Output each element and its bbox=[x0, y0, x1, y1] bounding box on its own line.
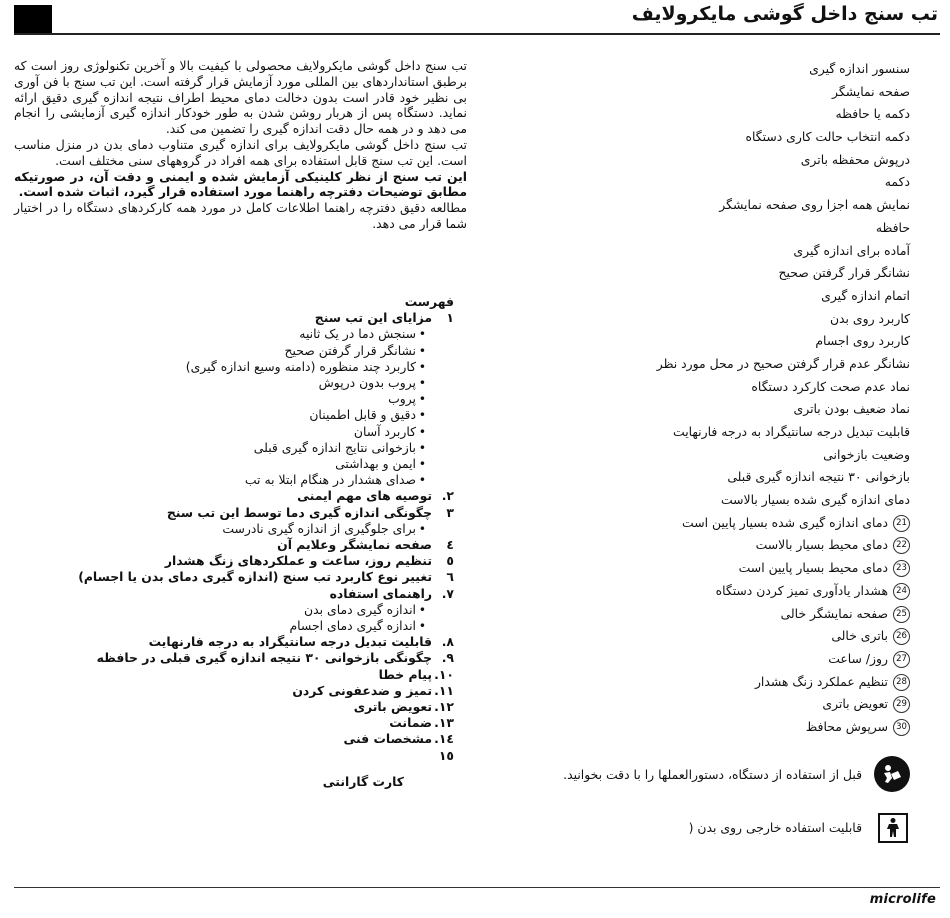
legend-item bbox=[490, 580, 910, 603]
legend-item bbox=[490, 262, 910, 285]
legend-item bbox=[490, 330, 910, 353]
legend-item bbox=[490, 398, 910, 421]
bullet-icon: • bbox=[418, 601, 426, 617]
toc-subitem bbox=[30, 407, 454, 423]
legend-item-label: صفحه نمایشگر خالی bbox=[780, 605, 888, 621]
legend-number-badge: 25 bbox=[893, 606, 910, 623]
toc-subitem-label: کاربرد چند منظوره (دامنه وسیع اندازه گیری) bbox=[185, 358, 416, 374]
bullet-icon: • bbox=[418, 456, 426, 472]
intro-paragraph: تب سنج داخل گوشی مایکرولایف برای اندازه گیری متناوب دمای بدن در منزل مناسب است. این تب سنج قابل استفاده برای همه افراد در گروههای سنی مختلف است. bbox=[14, 136, 467, 168]
legend-item bbox=[490, 353, 910, 376]
toc-subitem bbox=[30, 343, 454, 359]
toc-chapter-label: چگونگی اندازه گیری دما توسط این تب سنج bbox=[166, 504, 432, 520]
toc-chapter-label: صفحه نمایشگر وعلایم آن bbox=[277, 537, 432, 553]
toc-heading: فهرست bbox=[404, 294, 454, 309]
bullet-icon: • bbox=[418, 326, 426, 342]
legend-item bbox=[490, 671, 910, 694]
toc-subitem-label: نشانگر قرار گرفتن صحیح bbox=[284, 342, 416, 358]
toc-chapter bbox=[30, 569, 454, 585]
toc-subitem-label: اندازه گیری دمای بدن bbox=[304, 601, 416, 617]
toc-chapter-number: ۹. bbox=[441, 650, 454, 666]
toc-chapter-number: ۱۲. bbox=[434, 699, 454, 715]
legend-item-label: اتمام اندازه گیری bbox=[821, 287, 910, 303]
legend-item bbox=[490, 489, 910, 512]
legend-item-label: درپوش محفظه باتری bbox=[800, 151, 910, 167]
toc-chapter bbox=[30, 310, 454, 326]
toc-chapter-number: ۲. bbox=[441, 488, 454, 504]
toc-chapter bbox=[30, 537, 454, 553]
legend-item bbox=[490, 557, 910, 580]
toc-chapter bbox=[30, 586, 454, 602]
book-person-icon bbox=[874, 756, 910, 792]
toc-subitem bbox=[30, 326, 454, 342]
toc-chapter-label: چگونگی بازخوانی ۳۰ نتیجه اندازه گیری قبلی در حافظه bbox=[96, 650, 432, 666]
legend-item-label: تعویض باتری bbox=[822, 696, 888, 712]
intro-paragraph: این تب سنج از نظر کلینیکی آزمایش شده و ایمنی و دقت آن، در صورتیکه مطابق توضیحات دفترچه راهنما مورد استفاده قرار گیرد، اثبات شده است. bbox=[14, 168, 467, 200]
legend-item bbox=[490, 444, 910, 467]
legend-item bbox=[490, 625, 910, 648]
legend-item-label: نشانگر قرار گرفتن صحیح bbox=[778, 265, 910, 281]
toc-list bbox=[30, 310, 454, 764]
body-floating-note: قابلیت استفاده خارجی روی بدن ( bbox=[688, 820, 862, 835]
bullet-icon: • bbox=[418, 391, 426, 407]
toc-chapter-label: توصیه های مهم ایمنی bbox=[297, 488, 432, 504]
toc-chapter-label: راهنمای استفاده bbox=[329, 585, 432, 601]
legend-item-label: دکمه bbox=[884, 174, 910, 190]
toc-chapter-number: ۱۳. bbox=[434, 715, 454, 731]
toc-chapter-label: قابلیت تبدیل درجه سانتیگراد به درجه فارنهایت bbox=[148, 634, 432, 650]
bullet-icon: • bbox=[418, 358, 426, 374]
intro-text bbox=[14, 58, 467, 232]
toc-subitem-label: پروب bbox=[388, 391, 416, 407]
legend-item-label: نمایش همه اجزا روی صفحه نمایشگر bbox=[719, 197, 910, 213]
legend-item-label: باتری خالی bbox=[831, 628, 888, 644]
toc-chapter bbox=[30, 748, 454, 764]
toc-chapter-number: ۱٥ bbox=[438, 747, 454, 763]
legend-item bbox=[490, 149, 910, 172]
toc-chapter-number: ٥ bbox=[446, 553, 454, 569]
legend-item bbox=[490, 308, 910, 331]
brand-logo: microlife bbox=[869, 892, 936, 907]
toc-guarantee: کارت گارانتی bbox=[322, 773, 404, 789]
toc-chapter-number: ۱۰. bbox=[434, 666, 454, 682]
toc-subitem-label: ایمن و بهداشتی bbox=[335, 456, 416, 472]
toc-chapter bbox=[30, 667, 454, 683]
bullet-icon: • bbox=[418, 472, 426, 488]
legend-item-label: هشدار یادآوری تمیز کردن دستگاه bbox=[715, 582, 888, 598]
legend-item bbox=[490, 217, 910, 240]
legend-item-label: روز/ ساعت bbox=[828, 650, 888, 666]
bullet-icon: • bbox=[418, 375, 426, 391]
legend-item-label: سنسور اندازه گیری bbox=[809, 61, 910, 76]
legend-item-label: بازخوانی ۳۰ نتیجه اندازه گیری قبلی bbox=[727, 469, 910, 485]
legend-number-badge: 22 bbox=[893, 537, 910, 554]
legend-item-label: دمای محیط بسیار بالاست bbox=[755, 537, 888, 553]
legend-item bbox=[490, 126, 910, 149]
legend-item bbox=[490, 58, 910, 81]
legend-number-badge: 23 bbox=[893, 560, 910, 577]
toc-subitem bbox=[30, 472, 454, 488]
toc-subitem-label: بازخوانی نتایج اندازه گیری قبلی bbox=[253, 439, 416, 455]
bullet-icon: • bbox=[418, 342, 426, 358]
toc-chapter bbox=[30, 715, 454, 731]
legend-item bbox=[490, 603, 910, 626]
toc-subitem-label: اندازه گیری دمای اجسام bbox=[289, 618, 416, 634]
toc-subitem bbox=[30, 424, 454, 440]
legend-item-label: نشانگر عدم قرار گرفتن صحیح در محل مورد نظر bbox=[656, 355, 910, 371]
legend-item bbox=[490, 171, 910, 194]
legend-item bbox=[490, 466, 910, 489]
legend-item bbox=[490, 240, 910, 263]
legend-item bbox=[490, 534, 910, 557]
legend-number-badge: 29 bbox=[893, 696, 910, 713]
toc-subitem bbox=[30, 359, 454, 375]
legend-item bbox=[490, 421, 910, 444]
toc-chapter-label: تعویض باتری bbox=[353, 699, 432, 715]
legend-item bbox=[490, 194, 910, 217]
toc-subitem-label: سنجش دما در یک ثانیه bbox=[299, 326, 416, 342]
toc-subitem bbox=[30, 456, 454, 472]
toc-subitem-label: پروب بدون درپوش bbox=[318, 375, 416, 391]
bullet-icon: • bbox=[418, 439, 426, 455]
read-manual-note: قبل از استفاده از دستگاه، دستورالعملها را با دقت بخوانید. bbox=[563, 767, 862, 782]
toc-chapter-label: مزایای این تب سنج bbox=[314, 310, 432, 326]
legend-number-badge: 28 bbox=[893, 674, 910, 691]
toc-chapter bbox=[30, 488, 454, 504]
legend-item bbox=[490, 285, 910, 308]
toc-chapter-label: تنظیم روز، ساعت و عملکردهای زنگ هشدار bbox=[164, 553, 432, 569]
toc-subitem bbox=[30, 440, 454, 456]
toc-chapter-label: پیام خطا bbox=[378, 666, 432, 682]
toc-chapter bbox=[30, 731, 454, 747]
intro-paragraph: مطالعه دقیق دفترچه راهنما اطلاعات کامل در مورد همه کارکردهای دستگاه را در اختیار شما قرار می دهد. bbox=[14, 200, 467, 231]
legend-item-label: دمای اندازه گیری شده بسیار پایین است bbox=[682, 514, 888, 530]
legend-item bbox=[490, 103, 910, 126]
bullet-icon: • bbox=[418, 407, 426, 423]
legend-item-label: حافظه bbox=[875, 219, 910, 235]
header-black-block bbox=[14, 5, 52, 33]
intro-paragraph: تب سنج داخل گوشی مایکرولایف محصولی با کیفیت بالا و آخرین تکنولوژی روز است که برطبق استانداردهای بین المللی مورد آزمایش قرار گرفته است. این تب سنج با فن آوری بی نظیر خود قادر است بدون دخالت دمای محیط اطراف نتیجه اندازه گیری دقیق ارائه نماید. دستگاه پس از هربار روشن شدن به طور خودکار اندازه گیری آزمایشی را انجام می دهد و در همه حال دقت اندازه گیری را تضمین می کند. bbox=[14, 58, 467, 137]
legend-item-label: دمای محیط بسیار پایین است bbox=[738, 560, 888, 576]
legend-item-label: آماده برای اندازه گیری bbox=[793, 242, 910, 258]
legend-item-label: کاربرد روی اجسام bbox=[815, 333, 910, 349]
toc-chapter bbox=[30, 553, 454, 569]
legend-item-label: دکمه یا حافظه bbox=[835, 106, 910, 122]
legend-item bbox=[490, 376, 910, 399]
legend-item-label: قابلیت تبدیل درجه سانتیگراد به درجه فارنهایت bbox=[673, 424, 910, 439]
toc-chapter-number: ۱ bbox=[446, 310, 454, 326]
legend-number-badge: 21 bbox=[893, 515, 910, 532]
toc-subitem-label: صدای هشدار در هنگام ابتلا به تب bbox=[244, 472, 416, 488]
toc-chapter-number: ٦ bbox=[446, 569, 454, 585]
toc-chapter-label: ضمانت bbox=[389, 715, 432, 731]
toc-subitem bbox=[30, 375, 454, 391]
toc-chapter-label: تمیز و ضدعفونی کردن bbox=[292, 682, 432, 698]
toc-subitem bbox=[30, 391, 454, 407]
toc-chapter-number: ۷. bbox=[441, 585, 454, 601]
legend-item-label: دکمه انتخاب حالت کاری دستگاه bbox=[745, 129, 910, 145]
bullet-icon: • bbox=[418, 520, 426, 536]
footer-rule bbox=[14, 887, 940, 888]
toc-subitem bbox=[30, 602, 454, 618]
legend-number-badge: 24 bbox=[893, 583, 910, 600]
toc-subitem-label: دقیق و قابل اطمینان bbox=[309, 407, 416, 423]
toc-chapter-number: ۸. bbox=[441, 634, 454, 650]
toc-chapter-number: ۳ bbox=[446, 504, 454, 520]
legend-item-label: کاربرد روی بدن bbox=[829, 310, 910, 326]
legend-item-label: تنظیم عملکرد زنگ هشدار bbox=[754, 673, 888, 689]
toc-chapter-number: ۱۱. bbox=[434, 682, 454, 698]
legend-item-label: صفحه نمایشگر bbox=[832, 83, 910, 99]
toc-chapter-number: ۱٤. bbox=[434, 731, 454, 747]
toc-chapter-number: ٤ bbox=[446, 537, 454, 553]
legend-item bbox=[490, 512, 910, 535]
legend-item bbox=[490, 81, 910, 104]
toc-subitem bbox=[30, 618, 454, 634]
legend-item-label: سرپوش محافظ bbox=[805, 718, 888, 734]
legend-number-badge: 30 bbox=[893, 719, 910, 736]
toc-chapter-label: مشخصات فنی bbox=[343, 731, 432, 747]
toc-chapter bbox=[30, 505, 454, 521]
bullet-icon: • bbox=[418, 618, 426, 634]
parts-legend bbox=[490, 58, 910, 739]
legend-item bbox=[490, 716, 910, 739]
person-in-box-icon bbox=[878, 813, 908, 843]
toc-chapter bbox=[30, 683, 454, 699]
table-of-contents bbox=[30, 294, 454, 790]
toc-chapter bbox=[30, 634, 454, 650]
legend-item bbox=[490, 648, 910, 671]
legend-item-label: نماد ضعیف بودن باتری bbox=[793, 401, 910, 417]
toc-chapter bbox=[30, 699, 454, 715]
toc-subitem bbox=[30, 521, 454, 537]
toc-subitem-label: برای جلوگیری از اندازه گیری نادرست bbox=[222, 520, 416, 536]
toc-chapter-label: تغییر نوع کاربرد تب سنج (اندازه گیری دمای بدن یا اجسام) bbox=[78, 569, 432, 585]
header-rule bbox=[14, 33, 940, 35]
legend-item bbox=[490, 693, 910, 716]
legend-item-label: نماد عدم صحت کارکرد دستگاه bbox=[751, 378, 910, 394]
toc-chapter bbox=[30, 650, 454, 666]
bullet-icon: • bbox=[418, 423, 426, 439]
toc-subitem-label: کاربرد آسان bbox=[353, 423, 416, 439]
legend-item-label: وضعیت بازخوانی bbox=[823, 446, 910, 462]
legend-number-badge: 26 bbox=[893, 628, 910, 645]
legend-item-label: دمای اندازه گیری شده بسیار بالاست bbox=[720, 492, 910, 508]
page-title: تب سنج داخل گوشی مایکرولایف bbox=[631, 3, 938, 25]
legend-number-badge: 27 bbox=[893, 651, 910, 668]
